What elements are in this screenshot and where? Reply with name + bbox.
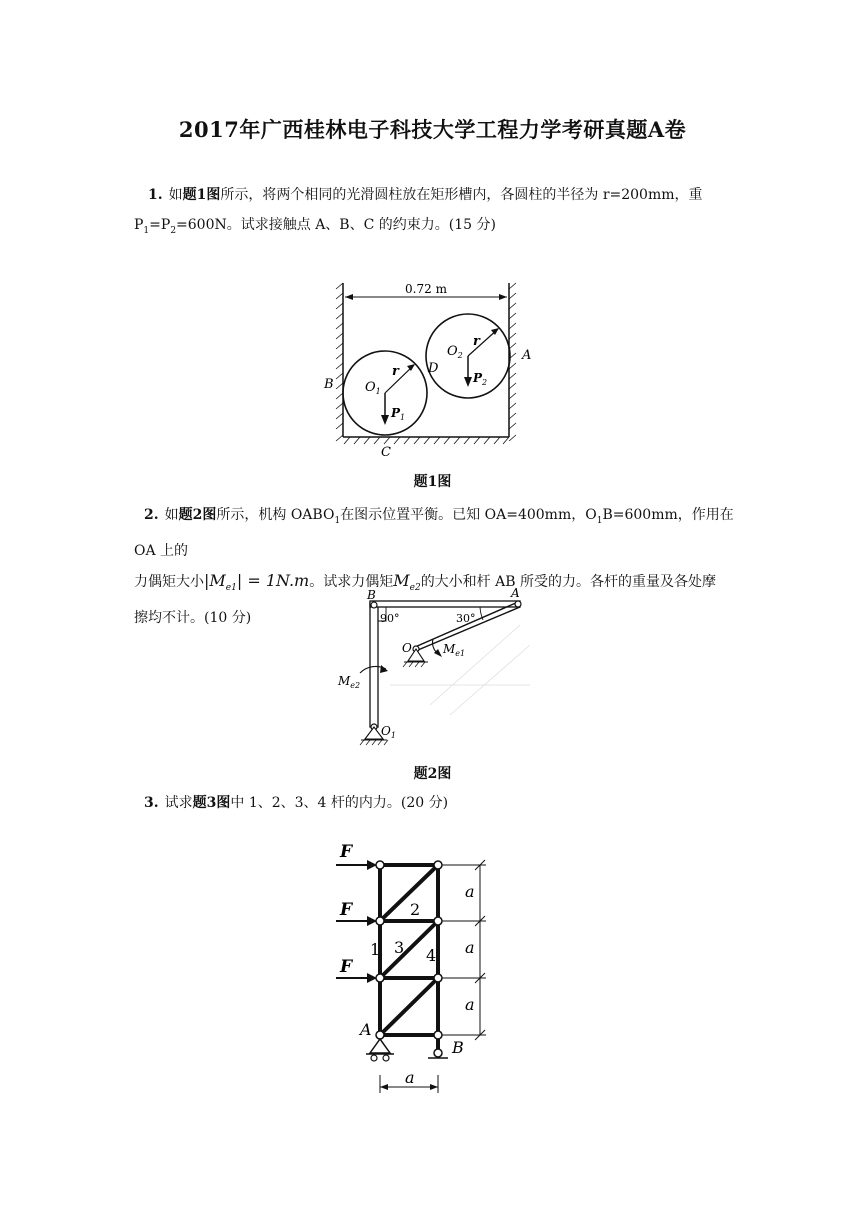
figure-reference: 题1图 [182, 187, 221, 203]
formula [204, 570, 310, 593]
weight-label-P2: $P_2$ [473, 371, 488, 387]
question-number: 3. [144, 795, 159, 811]
point-label-O1: $O_1$ [381, 724, 396, 740]
member-label-2: 2 [410, 900, 421, 919]
page-title: 2017年广西桂林电子科技大学工程力学考研真题A卷 [178, 117, 687, 142]
point-label-D: D [428, 361, 439, 376]
question-text: B=600mm，作用在 OA 上的 [134, 507, 734, 559]
angle-label-30: 30° [456, 612, 476, 625]
question-text: 所示，机构 OABO [216, 507, 335, 523]
question-text: =P [149, 217, 171, 233]
point-label-A: A [522, 348, 532, 363]
point-label-B: B [324, 377, 334, 392]
angle-label-90: 90° [380, 612, 400, 625]
dimension-label: 0.72 m [405, 282, 447, 296]
question-text: 如 [164, 507, 179, 523]
member-label-1: 1 [370, 940, 381, 959]
dimension-label-a: a [465, 995, 475, 1014]
member-label-3: 3 [394, 938, 405, 957]
dimension-label-a: a [405, 1068, 415, 1087]
subscript: e2 [409, 582, 421, 593]
point-label-B: B [452, 1038, 464, 1057]
force-label-F: F [340, 842, 353, 862]
question-number: 2. [144, 507, 159, 523]
point-label-B: B [367, 588, 376, 602]
point-label-A: A [511, 586, 520, 600]
center-label-O1: $O_1$ [365, 380, 381, 396]
question-text: 在图示位置平衡。已知 OA=400mm，O [340, 507, 597, 523]
question-text: 。试求力偶矩 [309, 573, 394, 590]
force-label-F: F [340, 957, 353, 977]
question-number: 1. [148, 187, 163, 203]
subscript: 1 [143, 225, 150, 236]
subscript: e1 [225, 582, 237, 593]
weight-label-P1: $P_1$ [391, 406, 406, 422]
figure-1 [310, 275, 550, 465]
subscript: 2 [170, 225, 177, 236]
subscript: 1 [596, 515, 603, 526]
figure-2-caption: 题2图 [413, 766, 452, 782]
moment-label-Me2: $M_{e2}$ [338, 674, 361, 690]
question-1 [134, 180, 738, 246]
question-1-line-2 [134, 210, 738, 246]
question-2-line-1 [134, 500, 738, 566]
radius-label: r [392, 364, 399, 379]
question-text: 的大小和杆 AB 所受的力。各杆的重量及各处摩 [420, 573, 716, 590]
question-text: 所示，将两个相同的光滑圆柱放在矩形槽内，各圆柱的半径为 r=200mm，重 [220, 187, 703, 203]
force-label-F: F [340, 900, 353, 920]
question-text: 如 [168, 187, 183, 203]
point-label-C: C [381, 445, 391, 460]
member-label-4: 4 [426, 946, 437, 965]
figure-3 [330, 835, 520, 1100]
question-3 [134, 788, 738, 818]
radius-label: r [473, 334, 480, 349]
formula-part: |M [204, 570, 226, 590]
figure-reference: 题2图 [178, 507, 217, 523]
figure-1-caption: 题1图 [413, 474, 452, 490]
question-text: 试求 [164, 795, 193, 811]
center-label-O2: $O_2$ [447, 344, 463, 360]
dimension-label-a: a [465, 938, 475, 957]
formula-part: M [393, 570, 410, 590]
question-text: P [134, 217, 144, 233]
question-2-line-3: 擦均不计。(10 分) [134, 609, 252, 626]
question-text: 中 1、2、3、4 杆的内力。(20 分) [230, 795, 449, 811]
question-3-line-1 [134, 788, 738, 818]
formula-part: | = 1N.m [236, 570, 310, 590]
subscript: 1 [334, 515, 341, 526]
point-label-A: A [360, 1020, 372, 1039]
figure-reference: 题3图 [192, 795, 231, 811]
question-text: 力偶矩大小 [134, 573, 204, 590]
moment-label-Me1: $M_{e1}$ [443, 642, 466, 658]
figure-2 [330, 582, 540, 760]
question-text: =600N。试求接触点 A、B、C 的约束力。(15 分) [176, 217, 496, 233]
point-label-O: O [402, 641, 412, 655]
dimension-label-a: a [465, 882, 475, 901]
question-1-line-1 [134, 180, 738, 210]
